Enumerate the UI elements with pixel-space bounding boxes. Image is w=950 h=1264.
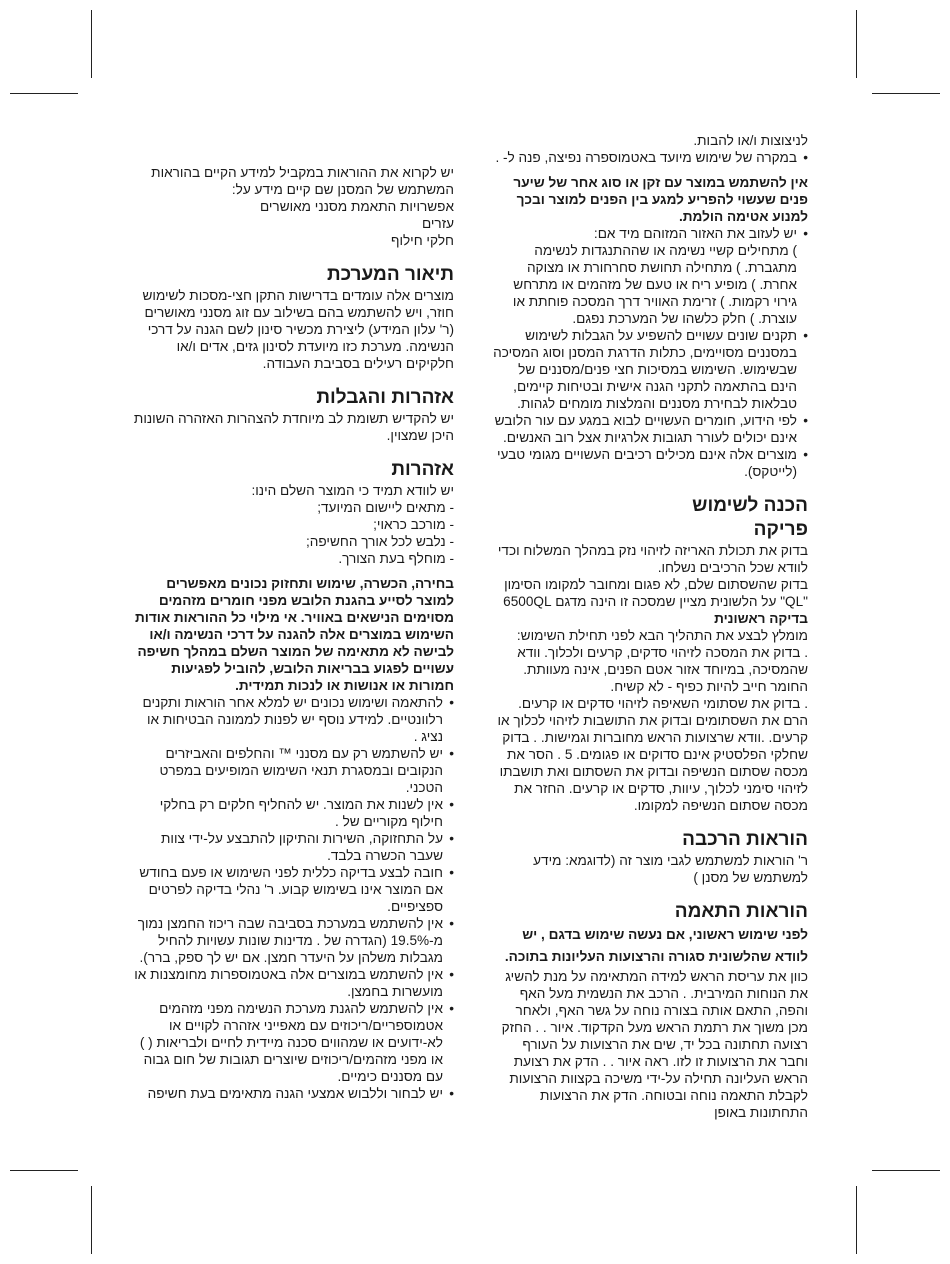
warnings-dash-item: - מוחלף בעת הצורך.: [338, 551, 454, 566]
prep-title: הכנה לשימוש: [692, 495, 808, 516]
limits-text: יש להקדיש תשומת לב מיוחדת להצהרות האזהרה השונות היכן שמצוין.: [133, 411, 454, 443]
first-check-p3: . בדוק את שסתומי השאיפה לזיהוי סדקים או קרעים. הרם את השסתומים ובדוק את התושבות לזיהוי לכלוך או קרעים. .וודא שרצועות הראש מחוברות וגמישות. . בדוק שחלקי הפלסטיק אינם סדוקים או פגומים. 5 . הסר את מכסה שסתום הנשיפה ובדוק את השסתום ואת תושבתו לזיהוי סימני לכלוך, עיוות, סדקים או קרעים. החזר את מכסה שסתום הנשיפה למקומו.: [497, 696, 808, 813]
warning-bullet: • אין להשתמש להגנת מערכת הנשימה מפני מזהמים אטמוספריים/ריכוזים עם מאפייני אזהרה לקויים או לא-ידועים או שמהווים סכנה מיידית לחיים ולבריאות ( ) או מפני מזהמים/ריכוזים שיוצרים תגובות של חום גבוה עם מסננים כימיים.: [128, 1000, 454, 1085]
warnings-bold: בחירה, הכשרה, שימוש ותחזוק נכונים מאפשרים למוצר לסייע בהגנת הלובש מפני חומרים מזהמים מסוימים הנישאים באוויר. אי מילוי כל ההוראות אודות השימוש במוצרים אלה להגנה על דרכי הנשימה ו/או לבישה לא מתאימה של המוצר השלם במהלך חשיפה עשויים לפגוע בבריאות הלובש, להוביל לפגיעות חמורות או אנושות או לנכות תמידית.: [134, 576, 454, 693]
unpack-p1: בדוק את תכולת האריזה לזיהוי נזק במהלך המשלוח וכדי לוודא שכל הרכיבים נשלחו.: [497, 543, 808, 575]
bullet-spray: • במקרה של שימוש מיועד באטמוספרה נפיצה, פנה ל- .: [492, 149, 808, 166]
crop-mark: [872, 93, 940, 94]
crop-mark: [872, 1170, 940, 1171]
left-column: [128, 164, 454, 1102]
bullet-allergy: • לפי הידוע, חומרים העשויים לבוא במגע עם עור הלובש אינם יכולים לעורר תגובות אלרגיות אצל רוב האנשים.: [492, 412, 808, 446]
bullet-leave: • יש לעזוב את האזור המזוהם מיד אם:: [492, 225, 808, 242]
intro-item: חלקי חילוף: [390, 233, 454, 248]
warning-bullet: • יש לבחור וללבוש אמצעי הגנה מתאימים בעת חשיפה: [128, 1085, 454, 1102]
warnings-dash-item: - נלבש לכל אורך החשיפה;: [306, 534, 454, 549]
warning-bullet: • אין להשתמש במוצרים אלה באטמוספרות מחומצנות או מועשרות בחמצן.: [128, 966, 454, 1000]
warning-bullet: • חובה לבצע בדיקה כללית לפני השימוש או פעם בחודש אם המוצר אינו בשימוש קבוע. ר' נהלי בדיקה לפרטים ספציפיים.: [128, 864, 454, 915]
unpack-title: פריקה: [753, 519, 808, 540]
bullet-standards: • תקנים שונים עשויים להשפיע על הגבלות לשימוש במסננים מסויימים, כתלות הדרגת המסנן וסוג המסיכה שבשימוש. השימוש במסיכות חצי פנים/מסננים של הינם בהתאמה לתקני הגנה אישית ובטיחות קיימים, טבלאות לבחירת מסננים והמלצות מומחים לגהות.: [492, 327, 808, 412]
warnings-dash-item: - מתאים ליישום המיועד;: [317, 500, 454, 515]
system-title: תיאור המערכת: [326, 264, 454, 285]
warning-bullet: • להתאמה ושימוש נכונים יש למלא אחר הוראות ותקנים רלוונטיים. למידע נוסף יש לפנות לממונה הבטיחות או נציג .: [128, 694, 454, 745]
warning-beard: אין להשתמש במוצר עם זקן או סוג אחר של שיער פנים שעשוי להפריע למגע בין הפנים למוצר ובכך למנוע אטימה הולמת.: [513, 175, 808, 224]
intro-item: עזרים: [421, 216, 454, 231]
assembly-title: הוראות הרכבה: [682, 829, 808, 850]
unpack-p2: בדוק שהשסתום שלם, לא פגום ומחובר למקומו הסימון "QL" על הלשונית מציין שמסכה זו הינה מדגם 6500QL: [503, 577, 808, 609]
intro-paragraph: יש לקרוא את ההוראות במקביל למידע הקיים בהוראות המשתמש של המסנן שם קיים מידע על:: [151, 165, 454, 197]
warning-bullet: • אין לשנות את המוצר. יש להחליף חלקים רק בחלקי חילוף מקוריים של .: [128, 796, 454, 830]
intro-item: אפשרויות התאמת מסנני מאושרים: [259, 199, 454, 214]
crop-mark: [91, 1186, 92, 1254]
crop-mark: [10, 1170, 78, 1171]
first-check-p2: . בדוק את המסכה לזיהוי סדקים, קרעים ולכלוך. וודא שהמסיכה, במיוחד אזור אטם הפנים, אינה מעוותת. החומר חייב להיות כפיף - לא קשיח.: [517, 645, 808, 694]
leave-conditions: ) מתחילים קשיי נשימה או שההתנגדות לנשימה מתגברת. ) מתחילה תחושת סחרחורת או מצוקה אחרת. ) מופיע ריח או טעם של מזהמים או מתרחש גירוי רקמות. ) זרימת האוויר דרך המסכה פוחתת או עוצרת. ) חלק כלשהו של המערכת נפגם.: [512, 243, 797, 326]
warning-bullet: • על התחזוקה, השירות והתיקון להתבצע על-ידי צוות שעבר הכשרה בלבד.: [128, 830, 454, 864]
crop-mark: [10, 93, 78, 94]
crop-mark: [856, 10, 857, 78]
bullet-latex: • מוצרים אלה אינם מכילים רכיבים העשויים מגומי טבעי (לייטקס).: [492, 446, 808, 480]
warning-bullet: • אין להשתמש במערכת בסביבה שבה ריכוז החמצן נמוך מ-19.5% (הגדרה של . מדינות שונות עשויות להחיל מגבלות משלהן על היעדר חמצן. אם יש לך ספק, ברר).: [128, 915, 454, 966]
crop-mark: [856, 1186, 857, 1254]
first-check-title: בדיקה ראשונית: [714, 611, 808, 626]
right-column: [492, 132, 808, 1121]
system-text: מוצרים אלה עומדים בדרישות התקן חצי-מסכות לשימוש חוזר, ויש להשתמש בהם בשילוב עם זוג מסנני מאושרים (ר' עלון המידע) ליצירת מכשיר סינון לשם הגנה על דרכי הנשימה. מערכת כזו מיועדת לסינון גזים, אדים ו/או חלקיקים רעילים בסביבת העבודה.: [142, 288, 454, 371]
fit-title: הוראות התאמה: [674, 901, 808, 922]
warning-bullet: • יש להשתמש רק עם מסנני ™ והחלפים והאביזרים הנקובים ובמסגרת תנאי השימוש המופיעים במפרט הטכני.: [128, 745, 454, 796]
intro-line: לניצוצות ו/או להבות.: [693, 133, 808, 148]
limits-title: אזהרות והגבלות: [316, 387, 454, 408]
warnings-title: אזהרות: [391, 459, 454, 480]
first-check-p1: מומלץ לבצע את התהליך הבא לפני תחילת השימוש:: [516, 628, 808, 643]
warnings-dash-item: - מורכב כראוי;: [373, 517, 454, 532]
crop-mark: [91, 10, 92, 78]
assembly-text: ר' הוראות למשתמש לגבי מוצר זה (לדוגמא: מידע למשתמש של מסנן ): [533, 853, 808, 885]
fit-text: כוון את עריסת הראש למידה המתאימה על מנת להשיג את הנוחות המירבית. . הרכב את הנשמית מעל האף והפה, התאם אותה בצורה נוחה על גשר האף, ולאחר מכן משוך את רתמת הראש מעל הקדקוד. איור . . החזק רצועה תחתונה בכל יד, שים את הרצועות על העורף וחבר את הרצועות זו לזו. ראה איור . . הדק את רצועת הראש העליונה תחילה על-ידי משיכה בקצוות הרצועות לקבלת התאמה נוחה ובטוחה. הדק את הרצועות התחתונות באופן: [501, 969, 808, 1120]
warnings-intro: יש לוודא תמיד כי המוצר השלם הינו:: [251, 483, 454, 498]
fit-bold: לפני שימוש ראשוני, אם נעשה שימוש בדגם , יש לוודא שהלשונית סגורה והרצועות העליונות בתוכה.: [504, 927, 808, 964]
